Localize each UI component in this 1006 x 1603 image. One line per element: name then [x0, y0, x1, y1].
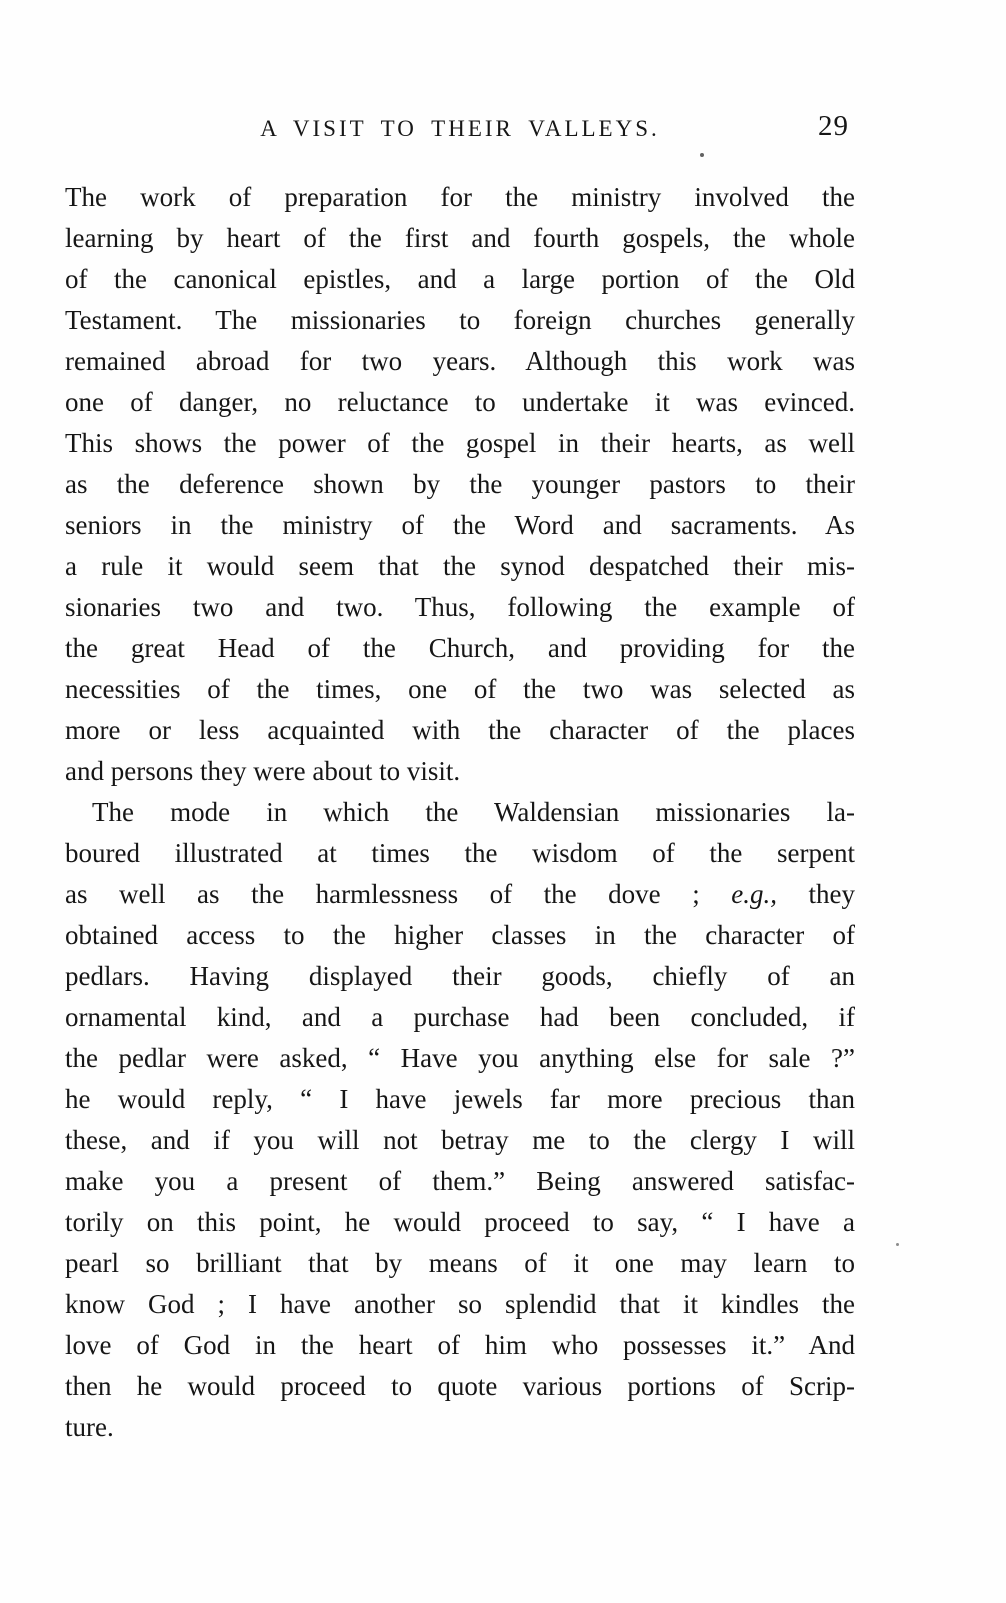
- text-line: the great Head of the Church, and providing for the: [65, 633, 855, 663]
- line-segment-italic: e.g.,: [731, 879, 777, 909]
- text-line: and persons they were about to visit.: [65, 756, 461, 786]
- line-segment: they: [776, 879, 855, 909]
- text-line: pedlars. Having displayed their goods, chiefly of an: [65, 961, 855, 991]
- text-line: The mode in which the Waldensian missionaries la-: [92, 797, 855, 827]
- text-line: more or less acquainted with the character of the places: [65, 715, 855, 745]
- text-line: necessities of the times, one of the two was selected as: [65, 674, 855, 704]
- paragraph: [65, 177, 855, 792]
- text-line: ture.: [65, 1412, 114, 1442]
- text-line: of the canonical epistles, and a large portion of the Old: [65, 264, 855, 294]
- text-line: these, and if you will not betray me to the clergy I will: [65, 1125, 855, 1155]
- text-line: then he would proceed to quote various portions of Scrip-: [65, 1371, 855, 1401]
- text-line: seniors in the ministry of the Word and sacraments. As: [65, 510, 855, 540]
- text-line: know God ; I have another so splendid that it kindles the: [65, 1289, 855, 1319]
- text-line: Testament. The missionaries to foreign churches generally: [65, 305, 855, 335]
- text-line: [65, 874, 855, 915]
- text-line: torily on this point, he would proceed to say, “ I have a: [65, 1207, 855, 1237]
- text-line: love of God in the heart of him who possesses it.” And: [65, 1330, 855, 1360]
- line-segment: as well as the harmlessness of the dove ;: [65, 879, 732, 909]
- text-line: make you a present of them.” Being answered satisfac-: [65, 1166, 855, 1196]
- text-line: one of danger, no reluctance to undertake it was evinced.: [65, 387, 855, 417]
- text-line: pearl so brilliant that by means of it one may learn to: [65, 1248, 855, 1278]
- text-line: The work of preparation for the ministry involved the: [65, 182, 855, 212]
- page-number: 29: [818, 110, 849, 142]
- scan-speck: [700, 153, 704, 157]
- paragraph: [65, 792, 855, 1448]
- text-line: ornamental kind, and a purchase had been concluded, if: [65, 1002, 855, 1032]
- text-line: boured illustrated at times the wisdom of the serpent: [65, 838, 855, 868]
- text-line: sionaries two and two. Thus, following the example of: [65, 592, 855, 622]
- text-line: he would reply, “ I have jewels far more precious than: [65, 1084, 855, 1114]
- text-line: obtained access to the higher classes in the character of: [65, 920, 855, 950]
- text-line: This shows the power of the gospel in their hearts, as well: [65, 428, 855, 458]
- text-line: learning by heart of the first and fourth gospels, the whole: [65, 223, 855, 253]
- text-line: a rule it would seem that the synod despatched their mis-: [65, 551, 855, 581]
- page-header: [65, 110, 855, 142]
- text-line: remained abroad for two years. Although this work was: [65, 346, 855, 376]
- running-title: A VISIT TO THEIR VALLEYS.: [260, 116, 660, 141]
- scan-speck: [896, 1243, 899, 1246]
- text-line: as the deference shown by the younger pastors to their: [65, 469, 855, 499]
- text-line: the pedlar were asked, “ Have you anything else for sale ?”: [65, 1043, 855, 1073]
- body-text: [65, 177, 855, 1448]
